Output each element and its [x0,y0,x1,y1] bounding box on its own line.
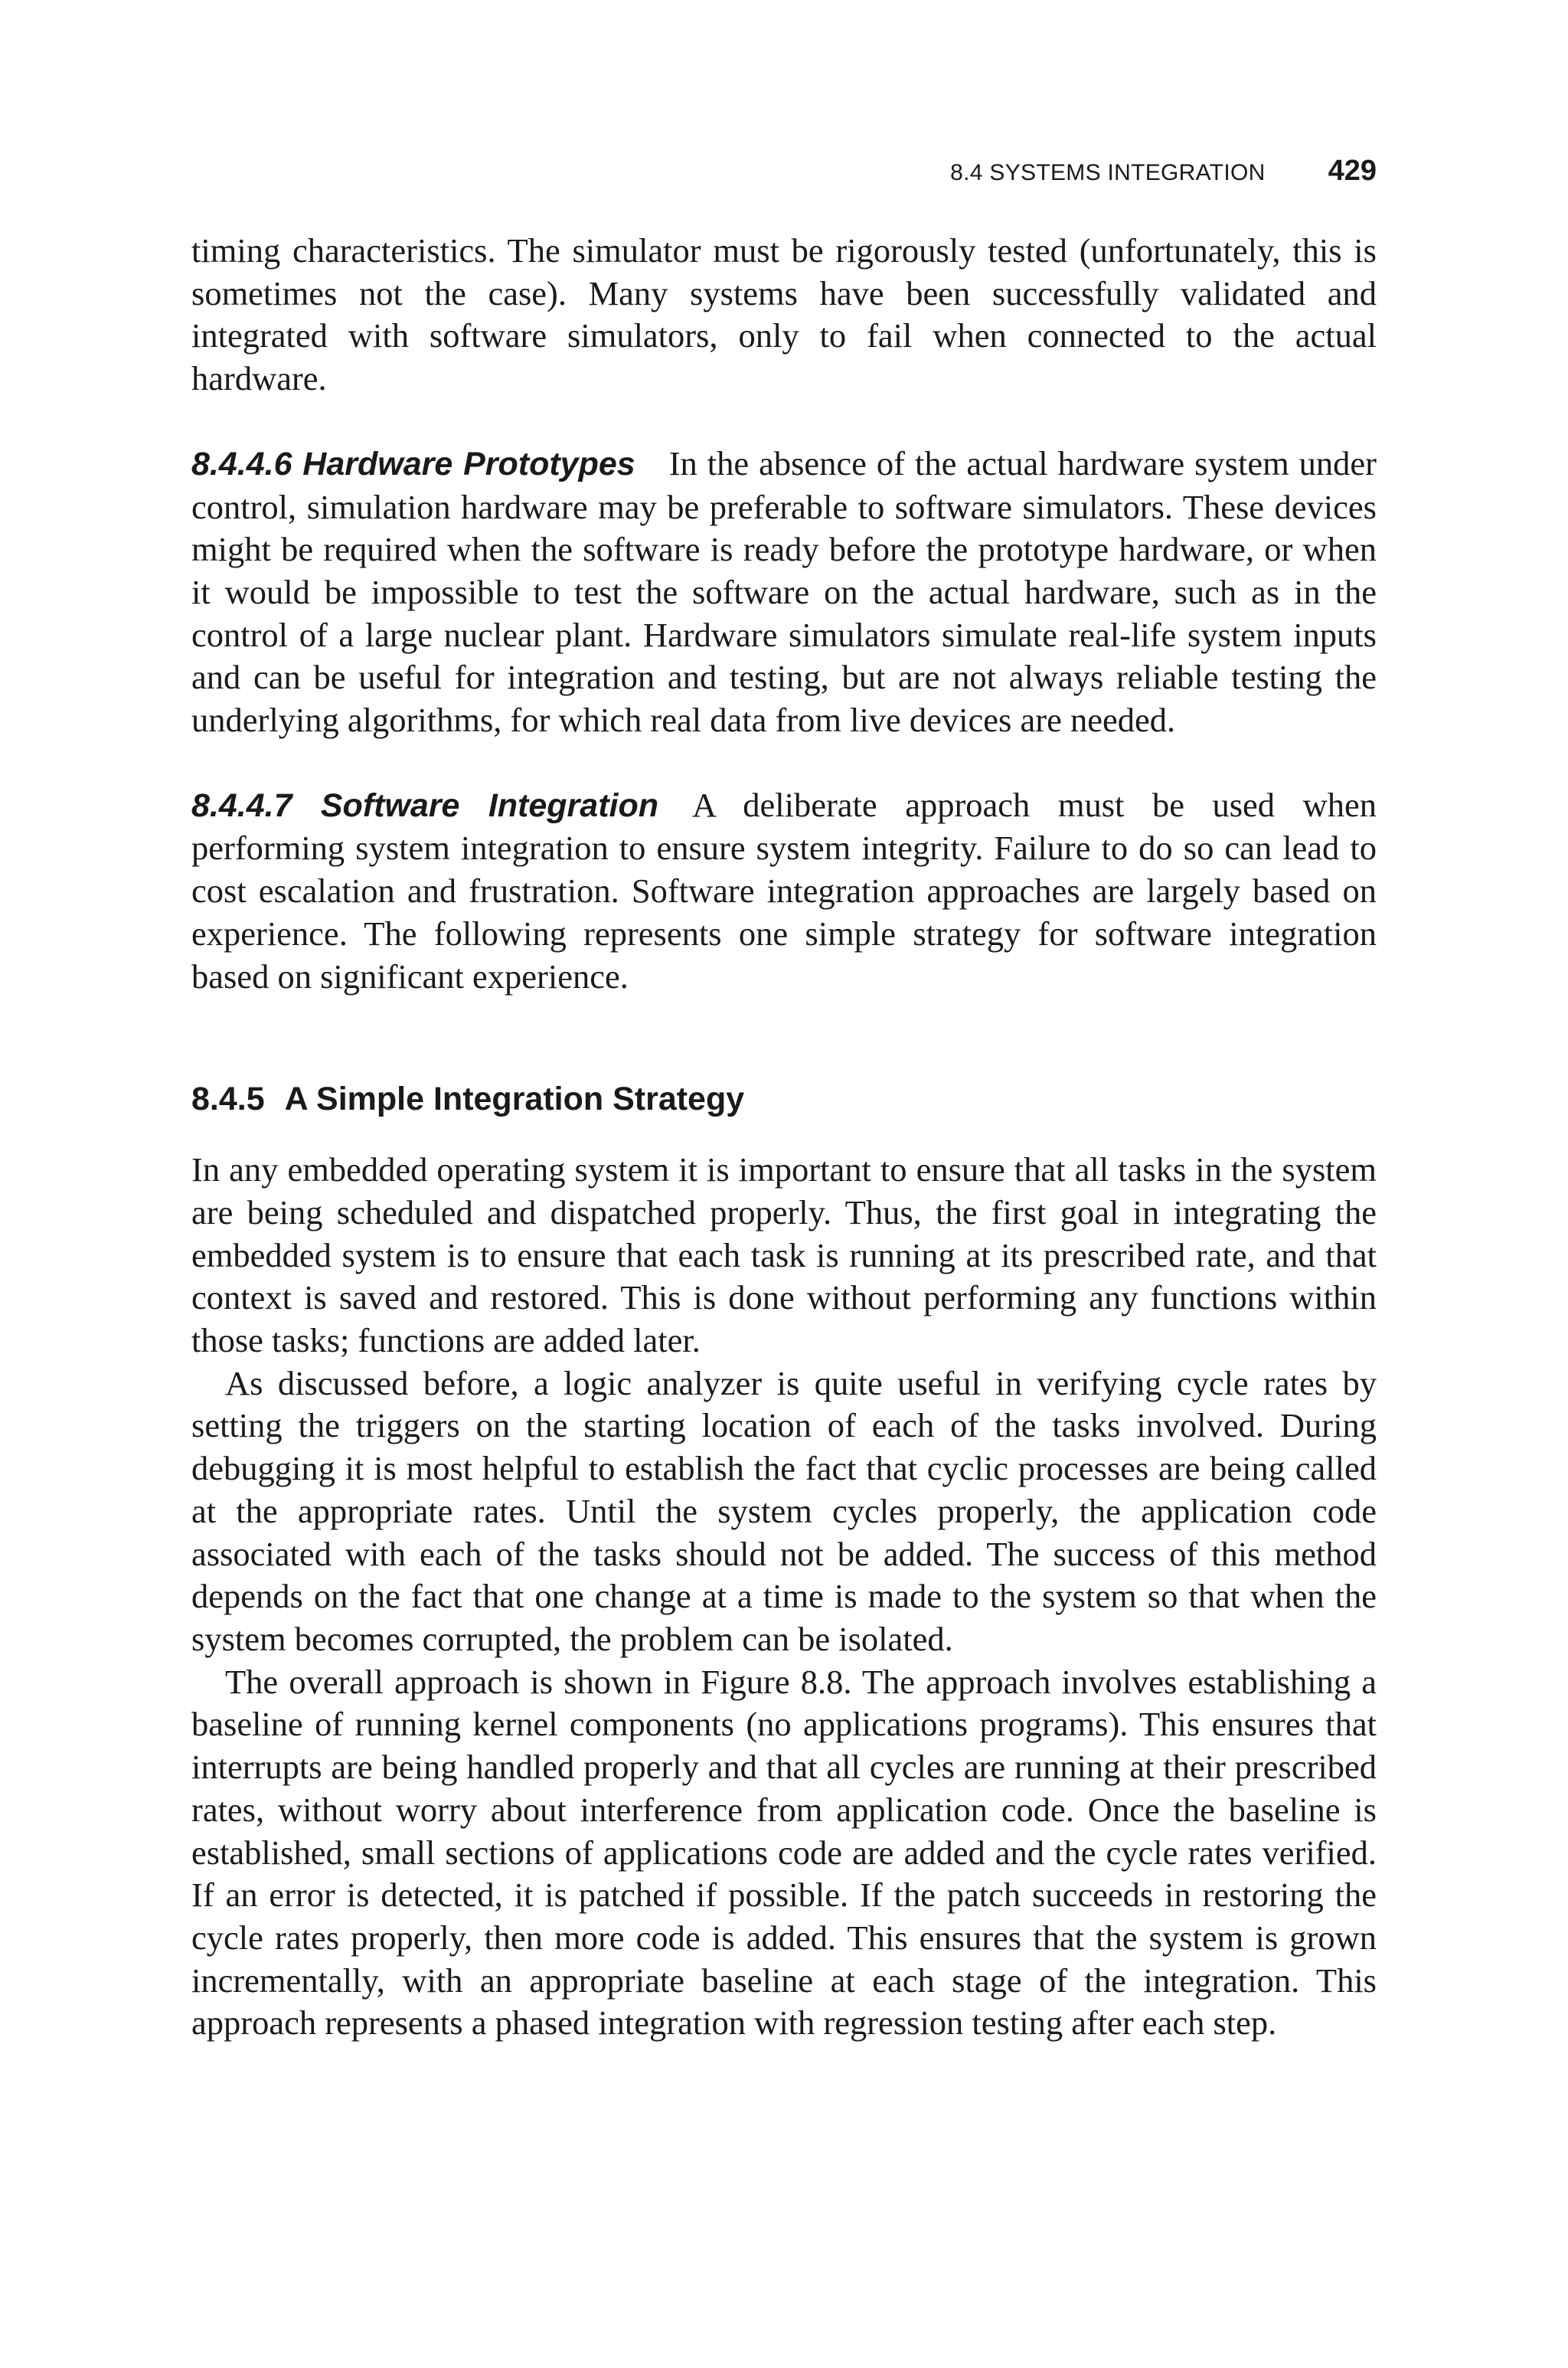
software-integration-heading: 8.4.4.7 Software Integration [191,787,659,824]
page-body [191,230,1377,2045]
spacer [191,742,1377,784]
hardware-prototypes-text: In the absence of the actual hardware system under control, simulation hardware may be preferable to software simulators. These devices might be required when the software is ready before the prototype hardware, or when it would be impossible to test the software on the actual hardware, such as in the control of a large nuclear plant. Hardware simulators simulate real-life system inputs and can be useful for integration and testing, but are not always reliable testing the underlying algorithms, for which real data from live devices are needed. [191,443,1377,740]
running-header-section-title: 8.4 SYSTEMS INTEGRATION [950,160,1266,185]
section-number: 8.4.5 [191,1081,265,1118]
spacer [191,998,1377,1081]
section-paragraph-2: As discussed before, a logic analyzer is quite useful in verifying cycle rates by setting the triggers on the starting location of each of the tasks involved. During debugging it is most helpful to establish the fact that cyclic processes are being called at the appropriate rates. Until the system cycles properly, the application code associated with each of the tasks should not be added. The success of this method depends on the fact that one change at a time is made to the system so that when the system becomes corrupted, the problem can be isolated. [191,1363,1377,1658]
page-number: 429 [1328,155,1377,187]
intro-paragraph: timing characteristics. The simulator must be rigorously tested (unfortunately, this is sometimes not the case). Many systems have been successfully validated and integrated with software simulators, only to fail when connected to the actual hardware. [191,231,1377,398]
spacer [191,1118,1377,1149]
section-paragraph-3: The overall approach is shown in Figure 8.8. The approach involves establishing a baseline of running kernel components (no applications programs). This ensures that interrupts are being handled properly and that all cycles are running at their prescribed rates, without worry about interference from application code. Once the baseline is established, small sections of applications code are added and the cycle rates verified. If an error is detected, it is patched if possible. If the patch succeeds in restoring the cycle rates properly, then more code is added. This ensures that the system is grown incrementally, with an appropriate baseline at each stage of the integration. This approach represents a phased integration with regression testing after each step. [191,1662,1377,2043]
section-heading-8-4-5 [191,1081,1377,1118]
hardware-prototypes-paragraph [191,443,1377,742]
hardware-prototypes-heading: 8.4.4.6 Hardware Prototypes [191,445,635,482]
software-integration-text: A deliberate approach must be used when performing system integration to ensure system integrity. Failure to do so can lead to cost escalation and frustration. Software integration approaches are largely based on experience. The following represents one simple strategy for software integration based on significant experience. [191,785,1377,996]
section-paragraph-1: In any embedded operating system it is important to ensure that all tasks in the system are being scheduled and dispatched properly. Thus, the first goal in integrating the embedded system is to ensure that each task is running at its prescribed rate, and that context is saved and restored. This is done without performing any functions within those tasks; functions are added later. [191,1150,1377,1360]
running-header [950,155,1377,188]
section-title: A Simple Integration Strategy [284,1081,745,1118]
software-integration-paragraph [191,784,1377,999]
spacer [191,401,1377,443]
